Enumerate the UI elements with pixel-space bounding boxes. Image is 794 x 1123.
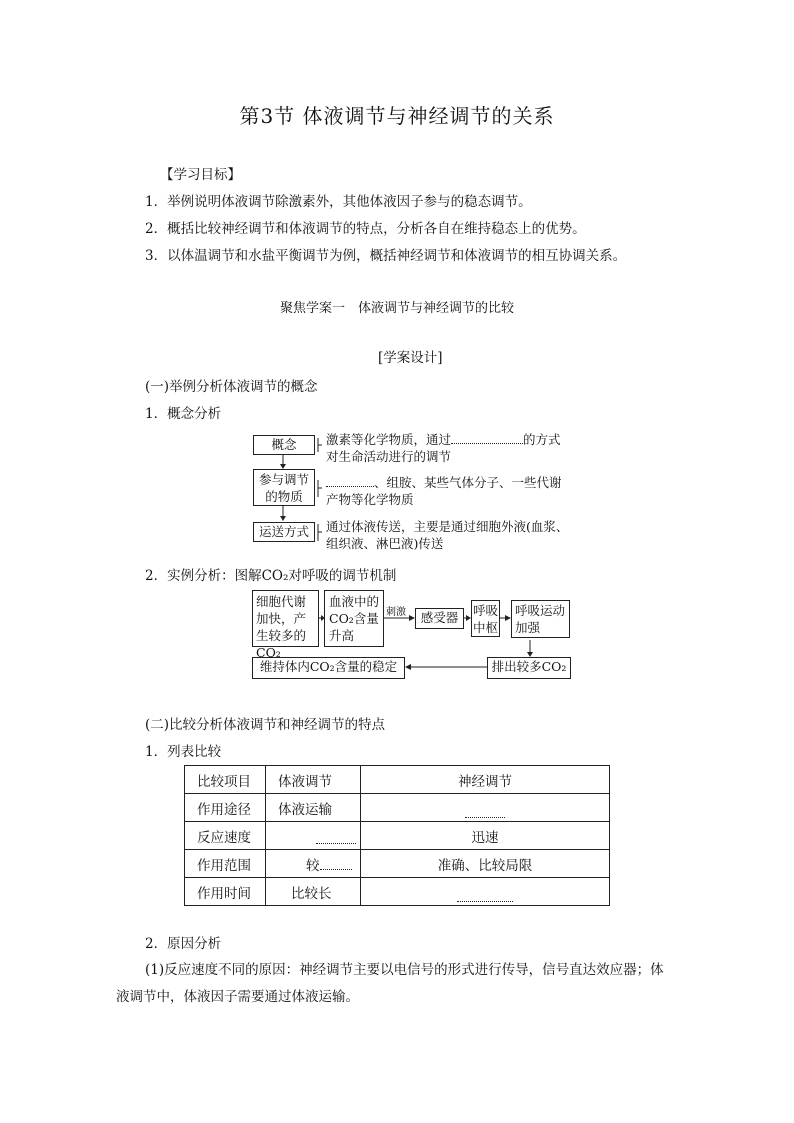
concept-text-1b: 的方式: [523, 432, 561, 447]
objectives-heading: 【学习目标】: [160, 167, 241, 183]
concept-analysis-heading: 1．概念分析: [145, 406, 222, 422]
table-cell-blank: [361, 794, 610, 822]
part2-heading: (二)比较分析体液调节和神经调节的特点: [145, 717, 386, 733]
table-cell: 体液运输: [266, 794, 361, 822]
table-header-cell: 比较项目: [185, 766, 266, 794]
blank-4: [316, 831, 356, 844]
table-cell-blank: [361, 878, 610, 906]
objective-item-3: 3．以体温调节和水盐平衡调节为例，概括神经调节和体液调节的相互协调关系。: [145, 248, 627, 264]
table-cell: 迅速: [361, 822, 610, 850]
objective-item-2: 2．概括比较神经调节和体液调节的特点，分析各自在维持稳态上的优势。: [145, 221, 586, 237]
reason-analysis-heading: 2．原因分析: [145, 936, 222, 952]
comparison-table: [184, 765, 610, 906]
blank-6: [457, 889, 513, 902]
reason-paragraph-line2: 液调节中，体液因子需要通过体液运输。: [116, 989, 359, 1005]
page-title: 第3节 体液调节与神经调节的关系: [239, 104, 555, 128]
flow-node-respiratory-center: 呼吸中枢: [471, 600, 500, 637]
flow-node-maintain-co2: 维持体内CO₂含量的稳定: [252, 657, 405, 679]
table-row: [185, 794, 610, 822]
blank-1: [451, 431, 523, 444]
table-row: [185, 850, 610, 878]
flow-node-blood-co2: 血液中的CO₂含量升高: [324, 590, 384, 647]
table-cell-blank: [266, 822, 361, 850]
part1-heading: (一)举例分析体液调节的概念: [145, 379, 318, 395]
objective-item-1: 1．举例说明体液调节除激素外，其他体液因子参与的稳态调节。: [145, 194, 532, 210]
table-header-cell: 体液调节: [266, 766, 361, 794]
table-cell: 比较长: [266, 878, 361, 906]
table-header-cell: 神经调节: [361, 766, 610, 794]
table-comparison-heading: 1．列表比较: [145, 744, 222, 760]
concept-text-1a: 激素等化学物质，通过: [326, 432, 452, 447]
table-cell-with-blank: [266, 850, 361, 878]
substances-text-line1: [326, 473, 562, 491]
table-header-row: [185, 766, 610, 794]
table-cell: 作用时间: [185, 878, 266, 906]
table-row: [185, 822, 610, 850]
transport-text-line1: 通过体液传送，主要是通过细胞外液(血浆、: [326, 519, 569, 534]
substances-text-2a: 、组胺、某些气体分子、一些代谢: [374, 475, 562, 490]
blank-5: [320, 857, 352, 870]
flow-node-receptor: 感受器: [415, 608, 464, 629]
table-cell: 作用范围: [185, 850, 266, 878]
regulating-substances-box: 参与调节的物质: [253, 469, 315, 506]
concept-text-line1: [326, 430, 561, 448]
transport-text-line2: 组织液、淋巴液)传送: [326, 536, 444, 551]
blank-3: [465, 805, 505, 818]
range-prefix: 较: [306, 857, 320, 874]
flow-label-stimulus: 刺激: [386, 607, 406, 618]
table-cell: 作用途径: [185, 794, 266, 822]
table-row: [185, 878, 610, 906]
flow-node-breathing-enhanced: 呼吸运动加强: [511, 600, 570, 638]
reason-paragraph-line1: (1)反应速度不同的原因：神经调节主要以电信号的形式进行传导，信号直达效应器；体: [145, 962, 664, 978]
table-cell: 准确、比较局限: [361, 850, 610, 878]
design-heading: [学案设计]: [378, 350, 443, 366]
concept-box: 概念: [253, 435, 315, 455]
substances-text-line2: 产物等化学物质: [326, 492, 414, 507]
blank-2: [326, 474, 374, 487]
section-title: 聚焦学案一 体液调节与神经调节的比较: [280, 301, 515, 316]
concept-text-line2: 对生命活动进行的调节: [326, 449, 452, 464]
transport-box: 运送方式: [253, 522, 315, 542]
example-analysis-heading: 2．实例分析：图解CO₂对呼吸的调节机制: [145, 568, 397, 584]
table-cell: 反应速度: [185, 822, 266, 850]
flow-node-exhale-co2: 排出较多CO₂: [487, 657, 571, 679]
flow-node-cell-metabolism: 细胞代谢加快，产生较多的CO₂: [252, 590, 319, 647]
